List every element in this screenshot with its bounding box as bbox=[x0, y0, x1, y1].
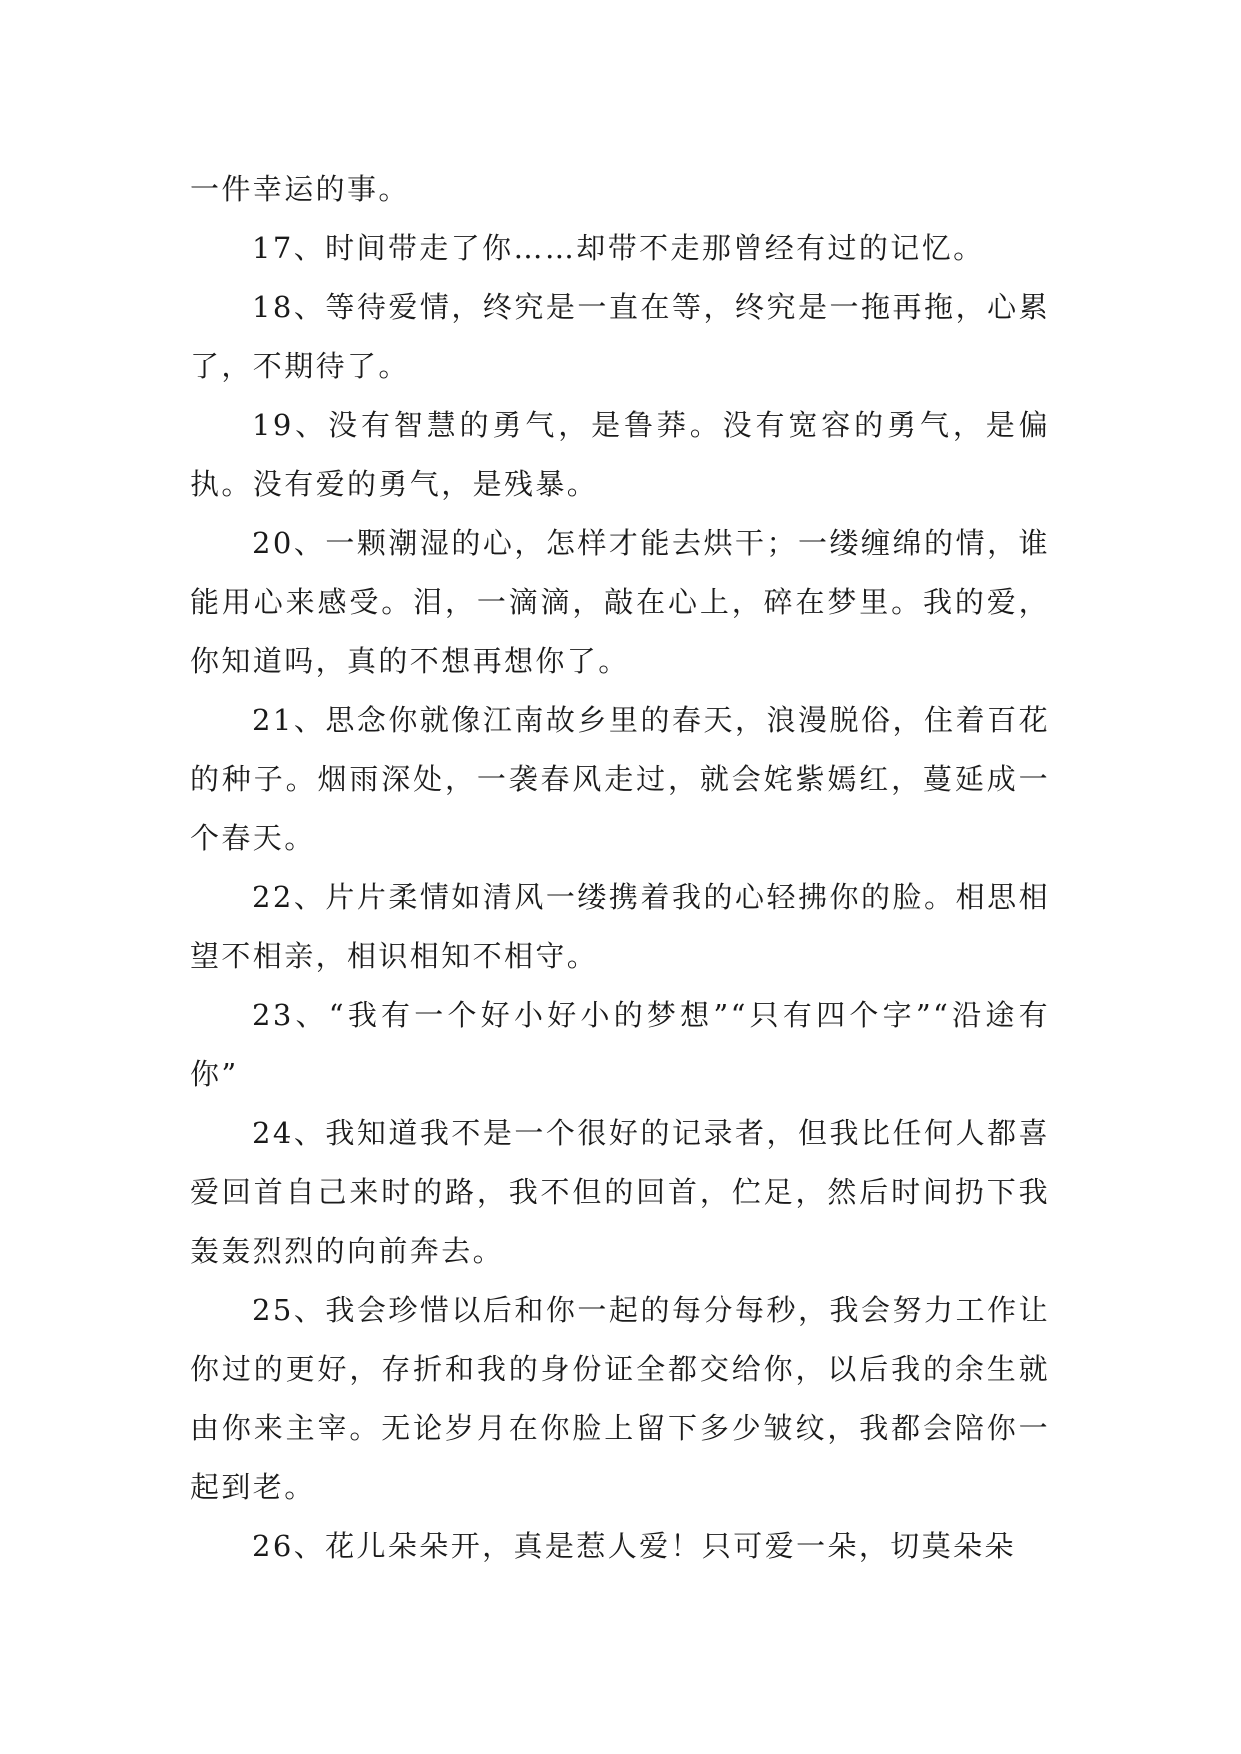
paragraph-20: 20、一颗潮湿的心，怎样才能去烘干；一缕缠绵的情，谁能用心来感受。泪，一滴滴，敲在心上，碎在梦里。我的爱，你知道吗，真的不想再想你了。 bbox=[190, 526, 1050, 678]
document-body bbox=[190, 160, 1050, 1576]
paragraph-25: 25、我会珍惜以后和你一起的每分每秒，我会努力工作让你过的更好，存折和我的身份证全都交给你，以后我的余生就由你来主宰。无论岁月在你脸上留下多少皱纹，我都会陪你一起到老。 bbox=[190, 1293, 1050, 1504]
paragraph-18: 18、等待爱情，终究是一直在等，终究是一拖再拖，心累了，不期待了。 bbox=[190, 290, 1050, 383]
paragraph-21: 21、思念你就像江南故乡里的春天，浪漫脱俗，住着百花的种子。烟雨深处，一袭春风走过，就会姹紫嫣红，蔓延成一个春天。 bbox=[190, 703, 1050, 855]
paragraph-24: 24、我知道我不是一个很好的记录者，但我比任何人都喜爱回首自己来时的路，我不但的回首，伫足，然后时间扔下我轰轰烈烈的向前奔去。 bbox=[190, 1116, 1050, 1268]
paragraph-19: 19、没有智慧的勇气，是鲁莽。没有宽容的勇气，是偏执。没有爱的勇气，是残暴。 bbox=[190, 408, 1050, 501]
paragraph-22: 22、片片柔情如清风一缕携着我的心轻拂你的脸。相思相望不相亲，相识相知不相守。 bbox=[190, 880, 1050, 973]
paragraph-continuation: 一件幸运的事。 bbox=[190, 172, 410, 206]
paragraph-17: 17、时间带走了你……却带不走那曾经有过的记忆。 bbox=[252, 231, 985, 265]
paragraph-23: 23、“我有一个好小好小的梦想”“只有四个字”“沿途有你” bbox=[190, 998, 1050, 1091]
paragraph-26: 26、花儿朵朵开，真是惹人爱！只可爱一朵，切莫朵朵 bbox=[252, 1529, 1016, 1563]
